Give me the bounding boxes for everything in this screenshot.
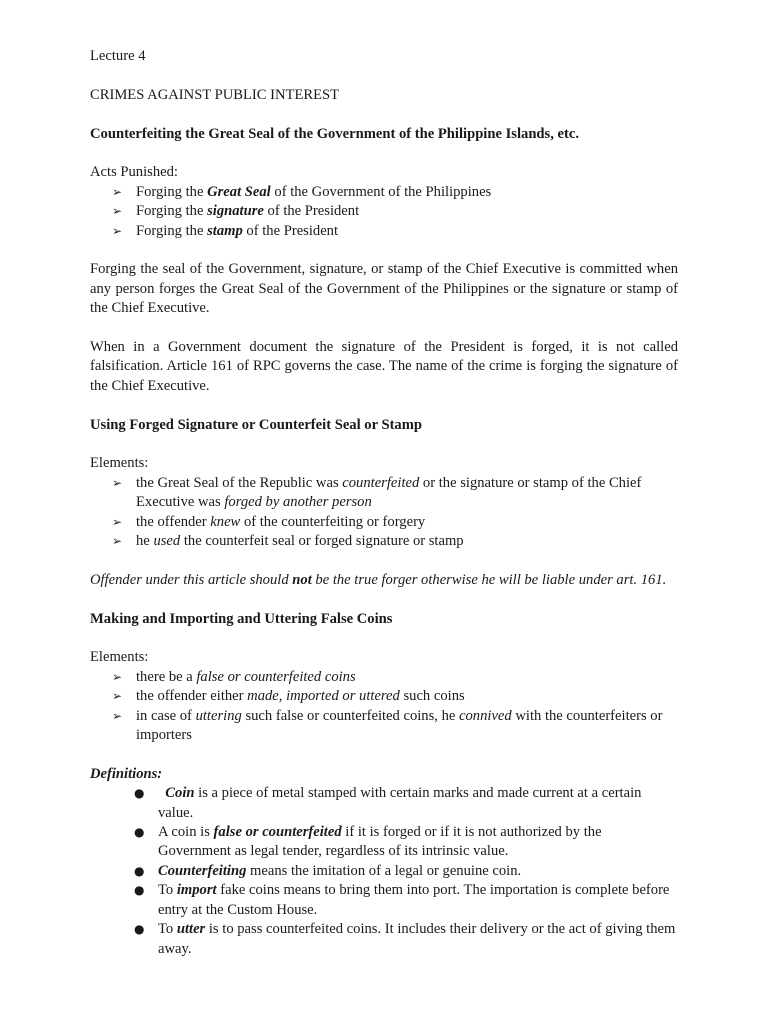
list-item: ● Coin is a piece of metal stamped with certain marks and made current at a certain value. <box>134 785 642 821</box>
paragraph-forging-seal: Forging the seal of the Government, signature, or stamp of the Chief Executive is committed when any person forges the Great Seal of the Government of the Philippines or the signature or stamp of the Chief Executive. <box>90 261 678 317</box>
definitions-list <box>90 784 678 959</box>
elements-list-using-forged <box>90 474 678 552</box>
arrow-bullet-icon: ➢ <box>112 475 123 490</box>
section-heading-using-forged: Using Forged Signature or Counterfeit Seal or Stamp <box>90 416 423 433</box>
arrow-bullet-icon: ➢ <box>112 204 123 219</box>
arrow-bullet-icon: ➢ <box>112 534 123 549</box>
arrow-bullet-icon: ➢ <box>112 689 123 704</box>
list-item: ➢ he used the counterfeit seal or forged signature or stamp <box>90 532 678 551</box>
acts-punished-list <box>90 183 678 241</box>
offender-note: Offender under this article should not be the true forger otherwise he will be liable under art. 161. <box>90 571 667 588</box>
list-item: ➢ there be a false or counterfeited coins <box>90 668 678 687</box>
bullet-icon: ● <box>134 863 145 878</box>
list-item: ● A coin is false or counterfeited if it is forged or if it is not authorized by the Government as legal tender, regardless of its intrinsic value. <box>134 824 602 860</box>
arrow-bullet-icon: ➢ <box>112 708 123 723</box>
bullet-icon: ● <box>134 883 145 898</box>
definitions-label: Definitions: <box>90 765 163 782</box>
section-heading-great-seal: Counterfeiting the Great Seal of the Government of the Philippine Islands, etc. <box>90 125 579 142</box>
arrow-bullet-icon: ➢ <box>112 223 123 238</box>
section-heading-false-coins: Making and Importing and Uttering False Coins <box>90 610 393 627</box>
elements-list-false-coins <box>90 668 678 746</box>
document-title: CRIMES AGAINST PUBLIC INTEREST <box>90 86 340 103</box>
bullet-icon: ● <box>134 922 145 937</box>
bullet-icon: ● <box>134 825 145 840</box>
list-item: ➢ Forging the stamp of the President <box>90 222 678 241</box>
paragraph-falsification: When in a Government document the signature of the President is forged, it is not called falsification. Article 161 of RPC governs the case. The name of the crime is forging the signature of the Chief Executive. <box>90 339 678 394</box>
arrow-bullet-icon: ➢ <box>112 184 123 199</box>
list-item: ● To utter is to pass counterfeited coins. It includes their delivery or the act of giving them away. <box>134 921 676 957</box>
acts-punished-label: Acts Punished: <box>90 164 178 181</box>
lecture-label: Lecture 4 <box>90 48 146 64</box>
arrow-bullet-icon: ➢ <box>112 669 123 684</box>
elements-label: Elements: <box>90 455 149 472</box>
list-item: ➢ in case of uttering such false or counterfeited coins, he connived with the counterfeiters or importers <box>112 707 663 744</box>
list-item: ➢ the offender knew of the counterfeiting or forgery <box>90 513 678 532</box>
list-item: ➢ Forging the signature of the President <box>90 202 678 221</box>
list-item: ➢ Forging the Great Seal of the Government of the Philippines <box>90 183 678 202</box>
elements-label: Elements: <box>90 649 149 666</box>
list-item: ● To import fake coins means to bring them into port. The importation is complete before entry at the Custom House. <box>134 882 670 918</box>
bullet-icon: ● <box>134 786 145 801</box>
arrow-bullet-icon: ➢ <box>112 514 123 529</box>
list-item: ➢ the Great Seal of the Republic was counterfeited or the signature or stamp of the Chief Executive was forged by another person <box>112 474 642 511</box>
list-item: ● Counterfeiting means the imitation of a legal or genuine coin. <box>90 862 678 881</box>
list-item: ➢ the offender either made, imported or uttered such coins <box>90 687 678 706</box>
